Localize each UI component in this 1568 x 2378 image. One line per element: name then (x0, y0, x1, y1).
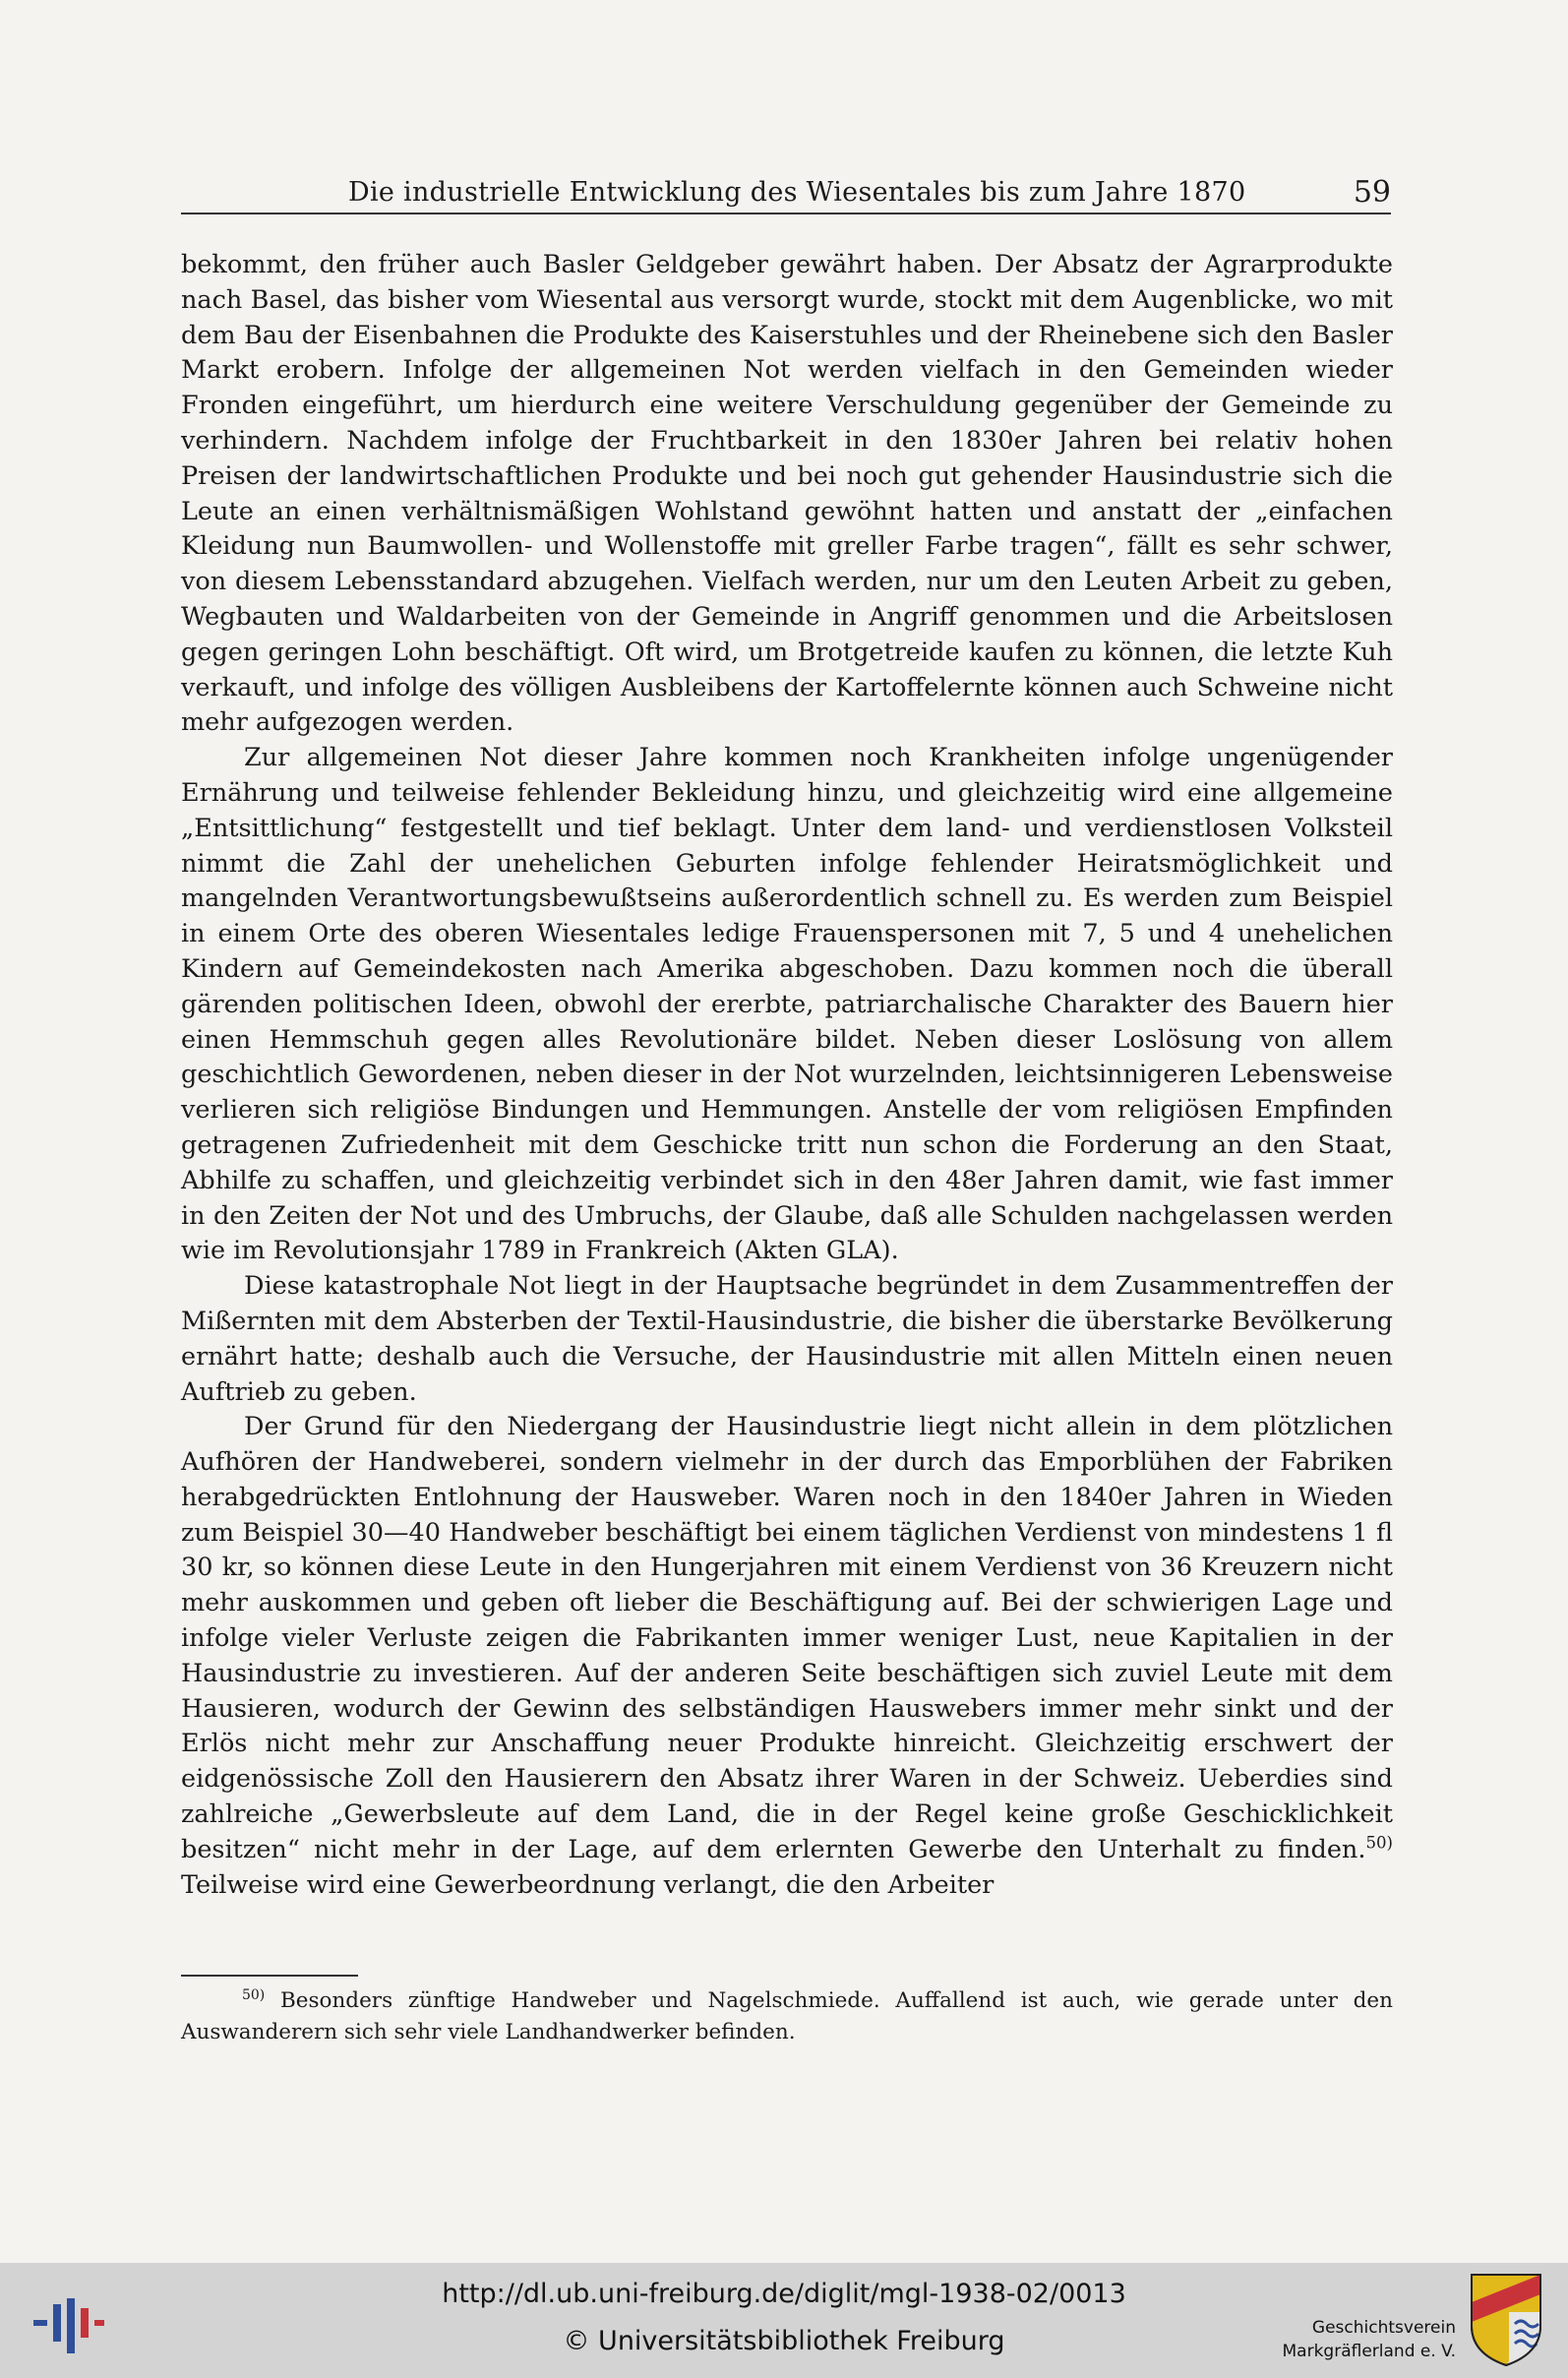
footnote (181, 1985, 1393, 2048)
footnote-reference: 50) (1365, 1833, 1393, 1853)
document-url-link[interactable]: http://dl.ub.uni-freiburg.de/diglit/mgl-1938-02/0013 (442, 2279, 1126, 2309)
paragraph-4-tail: Teilweise wird eine Gewerbeordnung verlangt, die den Arbeiter (181, 1869, 995, 1900)
viewer-footer (0, 2263, 1568, 2378)
paragraph-3: Diese katastrophale Not liegt in der Hauptsache begründet in dem Zusammentreffen der Mißernten mit dem Absterben der Textil-Hausindustrie, die bisher die überstarke Bevölkerung ernährt hatte; deshalb auch die Versuche, der Hausindustrie mit allen Mitteln einen neuen Auftrieb zu geben. (181, 1271, 1393, 1407)
paragraph-4-text: Der Grund für den Niedergang der Hausindustrie liegt nicht allein in dem plötzlichen Aufhören der Handweberei, sondern vielmehr in der durch das Emporblühen der Fabriken herabgedrückten Entlohnung der Hausweber. Waren noch in den 1840er Jahren in Wieden zum Beispiel 30—40 Handweber beschäftigt bei einem täglichen Verdienst von mindestens 1 fl 30 kr, so können diese Leute in den Hungerjahren mit einem Verdienst von 36 Kreuzern nicht mehr auskommen und geben oft lieber die Beschäftigung auf. Bei der schwierigen Lage und infolge vieler Verluste zeigen die Fabrikanten immer weniger Lust, neue Kapitalien in der Hausindustrie zu investieren. Auf der anderen Seite beschäftigen sich zuviel Leute mit dem Hausieren, wodurch der Gewinn des selbständigen Hauswebers immer mehr sinkt und der Erlös nicht mehr zur Anschaffung neuer Produkte hinreicht. Gleichzeitig erschwert der eidgenössische Zoll den Hausierern den Absatz ihrer Waren in der Schweiz. Ueberdies sind zahlreiche „Gewerbsleute auf dem Land, die in der Regel keine große Geschicklichkeit besitzen“ nicht mehr in der Lage, auf dem erlernten Gewerbe den Unterhalt zu finden. (181, 1412, 1393, 1864)
footnote-marker: 50) (242, 1986, 266, 2003)
running-title: Die industrielle Entwicklung des Wiesentales bis zum Jahre 1870 (348, 177, 1246, 208)
body-text (181, 248, 1393, 1903)
society-name-line2: Markgräflerland e. V. (1282, 2342, 1456, 2361)
page-number: 59 (1353, 175, 1391, 210)
paragraph-2: Zur allgemeinen Not dieser Jahre kommen noch Krankheiten infolge ungenügender Ernährung und teilweise fehlender Bekleidung hinzu, und gleichzeitig wird eine allgemeine „Entsittlichung“ festgestellt und tief beklagt. Unter dem land- und verdienstlosen Volksteil nimmt die Zahl der unehelichen Geburten infolge fehlender Heiratsmöglichkeit und mangelnden Verantwortungsbewußtseins außerordentlich schnell zu. Es werden zum Beispiel in einem Orte des oberen Wiesentales ledige Frauenspersonen mit 7, 5 und 4 unehelichen Kindern auf Gemeindekosten nach Amerika abgeschoben. Dazu kommen noch die überall gärenden politischen Ideen, obwohl der ererbte, patriarchalische Charakter des Bauern hier einen Hemmschuh gegen alles Revolutionäre bildet. Neben dieser Loslösung von allem geschichtlich Gewordenen, neben dieser in der Not wurzelnden, leichtsinnigeren Lebensweise verlieren sich religiöse Bindungen und Hemmungen. Anstelle der vom religiösen Empfinden getragenen Zufriedenheit mit dem Geschicke tritt nun schon die Forderung an den Staat, Abhilfe zu schaffen, und gleichzeitig verbindet sich in den 48er Jahren damit, wie fast immer in den Zeiten der Not und des Umbruchs, der Glaube, daß alle Schulden nachgelassen werden wie im Revolutionsjahr 1789 in Frankreich (Akten GLA). (181, 743, 1393, 1266)
paragraph-1: bekommt, den früher auch Basler Geldgeber gewährt haben. Der Absatz der Agrarprodukte nach Basel, das bisher vom Wiesental aus versorgt wurde, stockt mit dem Augenblicke, wo mit dem Bau der Eisenbahnen die Produkte des Kaiserstuhles und der Rheinebene sich den Basler Markt erobern. Infolge der allgemeinen Not werden vielfach in den Gemeinden wieder Fronden eingeführt, um hierdurch eine weitere Verschuldung gegenüber der Gemeinde zu verhindern. Nachdem infolge der Fruchtbarkeit in den 1830er Jahren bei relativ hohen Preisen der landwirtschaftlichen Produkte und bei noch gut gehender Hausindustrie sich die Leute an einen verhältnismäßigen Wohlstand gewöhnt hatten und anstatt der „einfachen Kleidung nun Baumwollen- und Wollenstoffe mit greller Farbe tragen“, fällt es sehr schwer, von diesem Lebensstandard abzugehen. Vielfach werden, nur um den Leuten Arbeit zu geben, Wegbauten und Waldarbeiten von der Gemeinde in Angriff genommen und die Arbeitslosen gegen geringen Lohn beschäftigt. Oft wird, um Brotgetreide kaufen zu können, die letzte Kuh verkauft, und infolge des völligen Ausbleibens der Kartoffelernte können auch Schweine nicht mehr aufgezogen werden. (181, 250, 1393, 738)
copyright-notice: © Universitätsbibliothek Freiburg (563, 2326, 1005, 2356)
footnote-separator (181, 1975, 358, 1977)
society-name (1259, 2316, 1456, 2363)
society-name-line1: Geschichtsverein (1311, 2318, 1456, 2338)
footnote-text: Besonders zünftige Handweber und Nagelschmiede. Auffallend ist auch, wie gerade unter den Auswanderern sich sehr viele Landhandwerker befinden. (181, 1988, 1393, 2044)
coat-of-arms-icon[interactable] (1470, 2273, 1542, 2367)
paragraph-4 (181, 1410, 1393, 1903)
page-header (181, 173, 1391, 214)
